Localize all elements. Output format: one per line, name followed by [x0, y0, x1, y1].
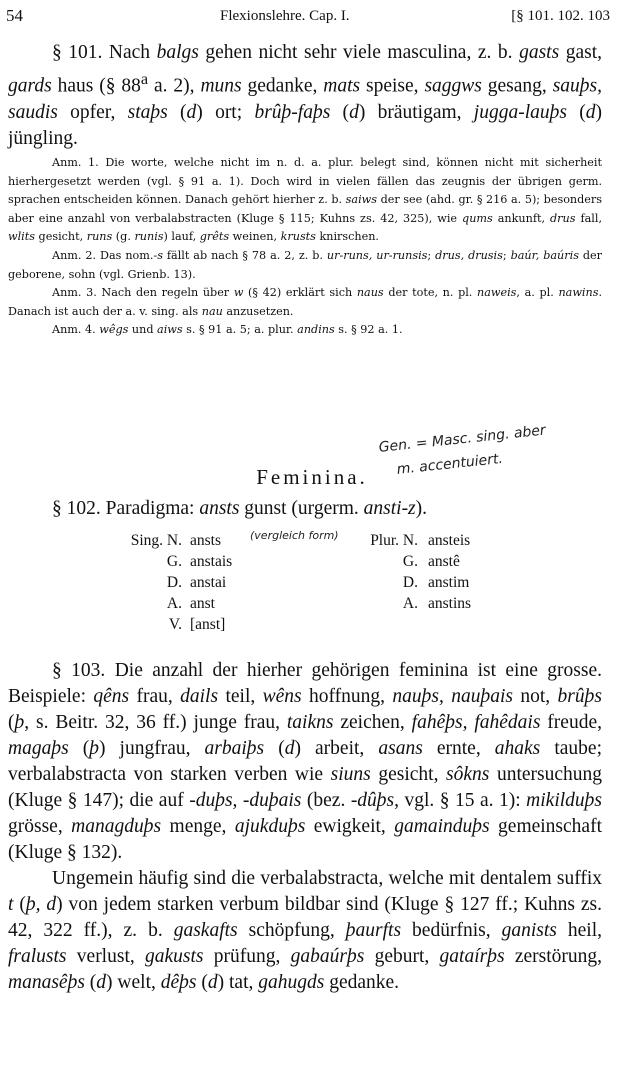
text-run: , a. pl.	[516, 286, 559, 300]
text-run: ) ort;	[196, 101, 255, 123]
text-run: gedanke,	[241, 75, 324, 97]
paragraph-103	[8, 658, 602, 866]
italic-word: nauþs, nauþais	[392, 686, 513, 707]
text-run: gedanke.	[324, 972, 400, 993]
text-run: verlust,	[66, 946, 145, 967]
italic-word: ur-runs, ur-runsis	[326, 248, 428, 262]
italic-word: brûþ-faþs	[254, 101, 331, 123]
text-run: speise,	[360, 75, 425, 97]
paradigm-plur-case: G.	[402, 553, 418, 570]
italic-word: gataírþs	[439, 946, 505, 967]
text-run: menge,	[161, 816, 235, 837]
italic-word: mats	[323, 75, 361, 97]
section-102	[8, 496, 602, 522]
italic-word: fralusts	[8, 946, 67, 967]
paradigm-sing-case: V.	[168, 616, 182, 633]
italic-word: gaskafts	[173, 920, 238, 941]
text-run: zeichen,	[333, 712, 412, 733]
paradigm-plur-form: anstim	[428, 574, 470, 591]
italic-word: qêns	[93, 686, 130, 707]
italic-word: naweis	[477, 286, 517, 300]
italic-word: dails	[180, 686, 219, 707]
italic-word: balgs	[156, 42, 199, 63]
text-run: (	[196, 972, 208, 993]
italic-word: andins	[297, 323, 335, 337]
text-run: ) jungfrau,	[98, 738, 205, 759]
paragraph-102-title	[8, 496, 602, 522]
text-run: § 103. Die anzahl der hierher gehörigen feminina ist eine grosse. Beispiele:	[8, 660, 602, 707]
italic-word: gahugds	[258, 972, 325, 993]
text-run: (	[566, 101, 586, 123]
italic-word: drus, drusis	[435, 248, 503, 262]
text-run: gesicht,	[34, 230, 87, 244]
text-run: Ungemein häufig sind die verbalabstracta, welche mit dentalem suffix	[52, 868, 602, 889]
text-run: not,	[513, 686, 558, 707]
text-run: s. § 91 a. 5; a. plur.	[182, 323, 298, 337]
text-run: ) tat,	[217, 972, 259, 993]
text-run: (	[68, 738, 90, 759]
text-run: gehen nicht sehr viele masculina, z. b.	[198, 42, 520, 63]
italic-word: wêns	[262, 686, 302, 707]
text-run: ) arbeit,	[294, 738, 379, 759]
italic-word: arbaiþs	[204, 738, 265, 759]
anm-4	[8, 321, 602, 340]
text-run: (bez.	[301, 790, 351, 811]
text-run: teil,	[218, 686, 263, 707]
italic-word: t	[8, 894, 14, 915]
italic-word: dêþs	[160, 972, 197, 993]
text-run: . Danach ist auch der a. v. sing. als	[8, 286, 602, 318]
italic-word: d	[96, 972, 107, 993]
italic-word: muns	[200, 75, 242, 97]
text-run: (	[84, 972, 97, 993]
italic-word: taikns	[286, 712, 334, 733]
italic-word: wêgs	[99, 323, 129, 337]
text-run: ).	[415, 498, 428, 519]
margin-note-line-2: m. accentuiert.	[396, 450, 504, 478]
paradigm-sing-form: anstai	[190, 574, 227, 591]
paradigm-plur-form: ansteis	[428, 532, 471, 549]
text-run: ankunft,	[492, 211, 551, 225]
paradigm-sing-form: anst	[190, 595, 215, 612]
italic-word: ahaks	[494, 738, 541, 759]
text-run: frau,	[129, 686, 181, 707]
paradigm-handwritten-note: (vergleich form)	[250, 529, 339, 542]
italic-word: gabaúrþs	[290, 946, 365, 967]
text-run: taube; verbalabstracta von starken verben wie	[8, 738, 602, 785]
section-101	[8, 40, 602, 152]
text-run: ewigkeit,	[305, 816, 395, 837]
italic-word: nawins	[558, 286, 599, 300]
paradigm-row	[110, 574, 530, 594]
italic-word: manasêþs	[8, 972, 85, 993]
text-run: ;	[427, 248, 436, 262]
text-run: gast,	[559, 42, 602, 63]
italic-word: drus	[550, 211, 576, 225]
text-run: s. § 92 a. 1.	[334, 323, 403, 337]
text-run: (§ 42) erklärt sich	[243, 286, 357, 300]
italic-word: ajukduþs	[234, 816, 306, 837]
paradigm-plur-form: anstê	[428, 553, 460, 570]
text-run: ernte,	[422, 738, 495, 759]
text-run: und	[128, 323, 158, 337]
text-run: ;	[502, 248, 511, 262]
italic-word: w	[233, 286, 244, 300]
text-run: prüfung,	[203, 946, 291, 967]
text-run: , vgl. § 15 a. 1):	[394, 790, 527, 811]
paradigm-sing-form: anstais	[190, 553, 233, 570]
italic-word: gamainduþs	[394, 816, 490, 837]
text-run: der see (ahd. gr. § 216 a. 5); besonders aber eine anzahl von verbalabstracten (Kluge § 115; Kuhns zs. 42, 325), wie	[8, 193, 603, 225]
text-run: § 102. Paradigma:	[52, 498, 200, 519]
italic-word: grêts	[199, 230, 230, 244]
margin-note-line-1: Gen. = Masc. sing. aber	[378, 422, 547, 456]
italic-word: d	[349, 101, 359, 123]
paradigm-sing-case: G.	[166, 553, 182, 570]
paradigm-sing-case: D.	[166, 574, 182, 591]
text-run: gesang,	[481, 75, 553, 97]
italic-word: saggws	[424, 75, 482, 97]
italic-word: d	[207, 972, 218, 993]
italic-word: -duþs, -duþais	[189, 790, 302, 811]
annotations-101	[8, 154, 602, 340]
section-103	[8, 658, 602, 996]
italic-word: krusts	[280, 230, 316, 244]
paragraph-103-b	[8, 866, 602, 996]
italic-word: magaþs	[8, 738, 69, 759]
italic-word: d	[585, 101, 596, 123]
section-range: [§ 101. 102. 103	[511, 8, 610, 24]
text-run: anzusetzen.	[222, 304, 294, 318]
text-run: haus (§ 88	[51, 75, 141, 97]
anm-1	[8, 154, 602, 247]
superscript: a	[140, 70, 149, 88]
text-run: fall,	[575, 211, 602, 225]
paradigm-plur-form: anstins	[428, 595, 472, 612]
italic-word: nau	[201, 304, 223, 318]
italic-word: siuns	[330, 764, 371, 785]
italic-word: þaurfts	[345, 920, 402, 941]
paradigm-row	[110, 595, 530, 615]
italic-word: þ, d	[25, 894, 57, 915]
italic-word: gards	[8, 75, 52, 97]
paradigm-sing-form: [anst]	[190, 616, 226, 633]
italic-word: d	[186, 101, 197, 123]
italic-word: þ	[14, 712, 25, 733]
text-run: weinen,	[229, 230, 281, 244]
text-run: (	[330, 101, 350, 123]
anm-3	[8, 284, 602, 321]
text-run: § 101. Nach	[52, 42, 157, 63]
text-run: geburt,	[364, 946, 440, 967]
italic-word: mikilduþs	[526, 790, 603, 811]
italic-word: ganists	[501, 920, 557, 941]
italic-word: aiws	[157, 323, 183, 337]
page-header	[6, 6, 610, 30]
paradigm-row	[110, 553, 530, 573]
text-run: a. 2),	[148, 75, 201, 97]
text-run: Anm. 2. Das nom.-	[52, 248, 158, 262]
italic-word: ansti-z	[363, 498, 416, 519]
paradigm-table	[110, 529, 530, 642]
text-run: heil,	[556, 920, 602, 941]
text-run: gunst (urgerm.	[239, 498, 364, 519]
text-run: schöpfung,	[237, 920, 346, 941]
text-run: zerstörung,	[504, 946, 602, 967]
italic-word: gakusts	[145, 946, 204, 967]
text-run: (	[167, 101, 187, 123]
italic-word: baúr, baúris	[510, 248, 579, 262]
text-run: (	[8, 712, 15, 733]
italic-word: jugga-lauþs	[473, 101, 567, 123]
text-run: ) lauf,	[163, 230, 200, 244]
italic-word: sôkns	[446, 764, 490, 785]
italic-word: runs	[86, 230, 113, 244]
italic-word: þ	[89, 738, 99, 759]
paradigm-plur-case: Plur. N.	[370, 532, 418, 549]
text-run: Anm. 1. Die worte, welche nicht im n. d. a. plur. belegt sind, können nicht mit sicherheit hierhergesetzt werden (vgl. § 91 a. 1). Doch wird in vielen fällen das zeugnis der übrigen germ. sprachen entscheiden können. Danach gehört hierher z. b.	[8, 156, 602, 207]
paradigm-sing-case: A.	[166, 595, 182, 612]
paradigm-sing-form: ansts	[190, 532, 221, 549]
italic-word: brûþs	[557, 686, 602, 707]
text-run: ) bräutigam,	[358, 101, 474, 123]
italic-word: sauþs, saudis	[8, 75, 603, 123]
italic-word: saiws	[345, 193, 377, 207]
text-run: (	[264, 738, 285, 759]
italic-word: s	[157, 248, 163, 262]
text-run: knirschen.	[315, 230, 379, 244]
text-run: bedürfnis,	[401, 920, 502, 941]
italic-word: qums	[462, 211, 493, 225]
paradigm-row	[110, 616, 530, 636]
text-run: ) von jedem starken verbum bildbar sind (Kluge § 127 ff.; Kuhns zs. 42, 322 ff.), z. b.	[8, 894, 603, 941]
italic-word: ansts	[199, 498, 240, 519]
italic-word: d	[284, 738, 295, 759]
italic-word: -dûþs	[350, 790, 395, 811]
text-run: fällt ab nach § 78 a. 2, z. b.	[162, 248, 327, 262]
text-run: untersuchung (Kluge § 147); die auf	[8, 764, 603, 811]
italic-word: asans	[378, 738, 423, 759]
text-run: hoffnung,	[301, 686, 393, 707]
text-run: grösse,	[8, 816, 72, 837]
running-title: Flexionslehre. Cap. I.	[220, 8, 350, 24]
italic-word: staþs	[127, 101, 168, 123]
text-run: Anm. 3. Nach den regeln über	[52, 286, 234, 300]
paradigm-plur-case: D.	[402, 574, 418, 591]
text-run: der tote, n. pl.	[383, 286, 478, 300]
text-run: opfer,	[57, 101, 128, 123]
italic-word: managduþs	[71, 816, 162, 837]
text-run: gemeinschaft (Kluge § 132).	[8, 816, 602, 863]
text-run: (g.	[112, 230, 135, 244]
paragraph-101	[8, 40, 602, 152]
text-run: Anm. 4.	[52, 323, 100, 337]
section-heading-feminina: Feminina.	[256, 465, 368, 489]
paradigm-plur-case: A.	[402, 595, 418, 612]
italic-word: fahêþs, fahêdais	[411, 712, 541, 733]
italic-word: wlits	[8, 230, 35, 244]
text-run: freude,	[540, 712, 602, 733]
paradigm-sing-case: Sing. N.	[130, 532, 182, 549]
anm-2	[8, 247, 602, 284]
text-run: gesicht,	[370, 764, 447, 785]
italic-word: runis	[134, 230, 164, 244]
italic-word: naus	[356, 286, 384, 300]
paradigm-row	[110, 532, 530, 552]
text-run: (	[13, 894, 26, 915]
text-run: der geborene, sohn (vgl. Grienb. 13).	[8, 248, 603, 281]
text-run: ) welt,	[106, 972, 161, 993]
text-run: , s. Beitr. 32, 36 ff.) junge frau,	[24, 712, 287, 733]
italic-word: gasts	[519, 42, 560, 63]
text-run: ) jüngling.	[8, 101, 602, 149]
page-number: 54	[6, 6, 23, 25]
